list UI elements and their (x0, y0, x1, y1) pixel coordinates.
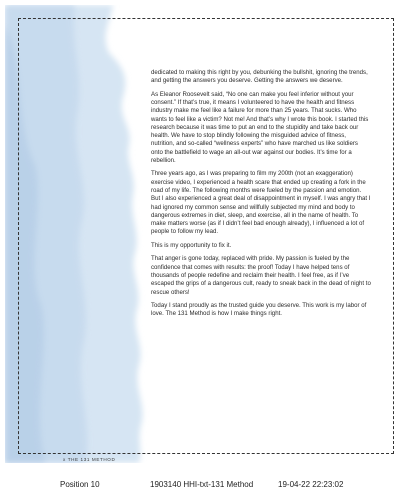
running-footer: x THE 131 METHOD (63, 457, 116, 462)
timestamp: 19-04-22 22:23:02 (278, 480, 344, 489)
position-label: Position 10 (60, 480, 100, 489)
paragraph: As Eleanor Roosevelt said, “No one can make you feel inferior without your consent.” If that’s true, it means I volunteered to have the health and fitness industry make me feel like a failure for more than 25 years. That sucks. Who wants to feel like a victim? Not me! And that’s why I wrote this book. I started this research because it was time to put an end to the stupidity and take back our health. We have to stop blindly following the misguided advice of fitness, nutrition, and so-called “wellness experts” who have marched us like soldiers onto the battlefield to wage an all-out war against our bodies. It’s time for a rebellion. (151, 90, 369, 164)
print-slug (0, 478, 416, 494)
book-page (5, 5, 411, 463)
paragraph: This is my opportunity to fix it. (151, 241, 232, 249)
paragraph: Three years ago, as I was preparing to film my 200th (not an exaggeration) exercise video, I experienced a health scare that ended up creating a fork in the road of my life. The following months were fueled by the passion and emotion. But I also experienced a great deal of disappointment in myself. I was angry that I had ignored my common sense and willfully subjected my mind and body to dangerous extremes in diet, sleep, and exercise, all in the name of health. To make matters worse (as if I didn’t feel bad enough already), I influenced a lot of people to follow my lead. (151, 170, 371, 236)
file-name: 1903140 HHI-txt-131 Method (150, 480, 254, 489)
body-text (151, 69, 371, 324)
paragraph: dedicated to making this right by you, debunking the bullshit, ignoring the trends, and getting the answers you deserve. Getting the answers we deserve. (151, 69, 368, 85)
paragraph: Today I stand proudly as the trusted guide you deserve. This work is my labor of love. The 131 Method is how I make things right. (151, 301, 367, 318)
paragraph: That anger is gone today, replaced with pride. My passion is fueled by the confidence that comes with results: the proof! Today I have helped tens of thousands of people redefine and reclaim their health. I feel free, as if I’ve escaped the grips of a dangerous cult, ready to sneak back in the dead of night to rescue others! (151, 255, 371, 296)
